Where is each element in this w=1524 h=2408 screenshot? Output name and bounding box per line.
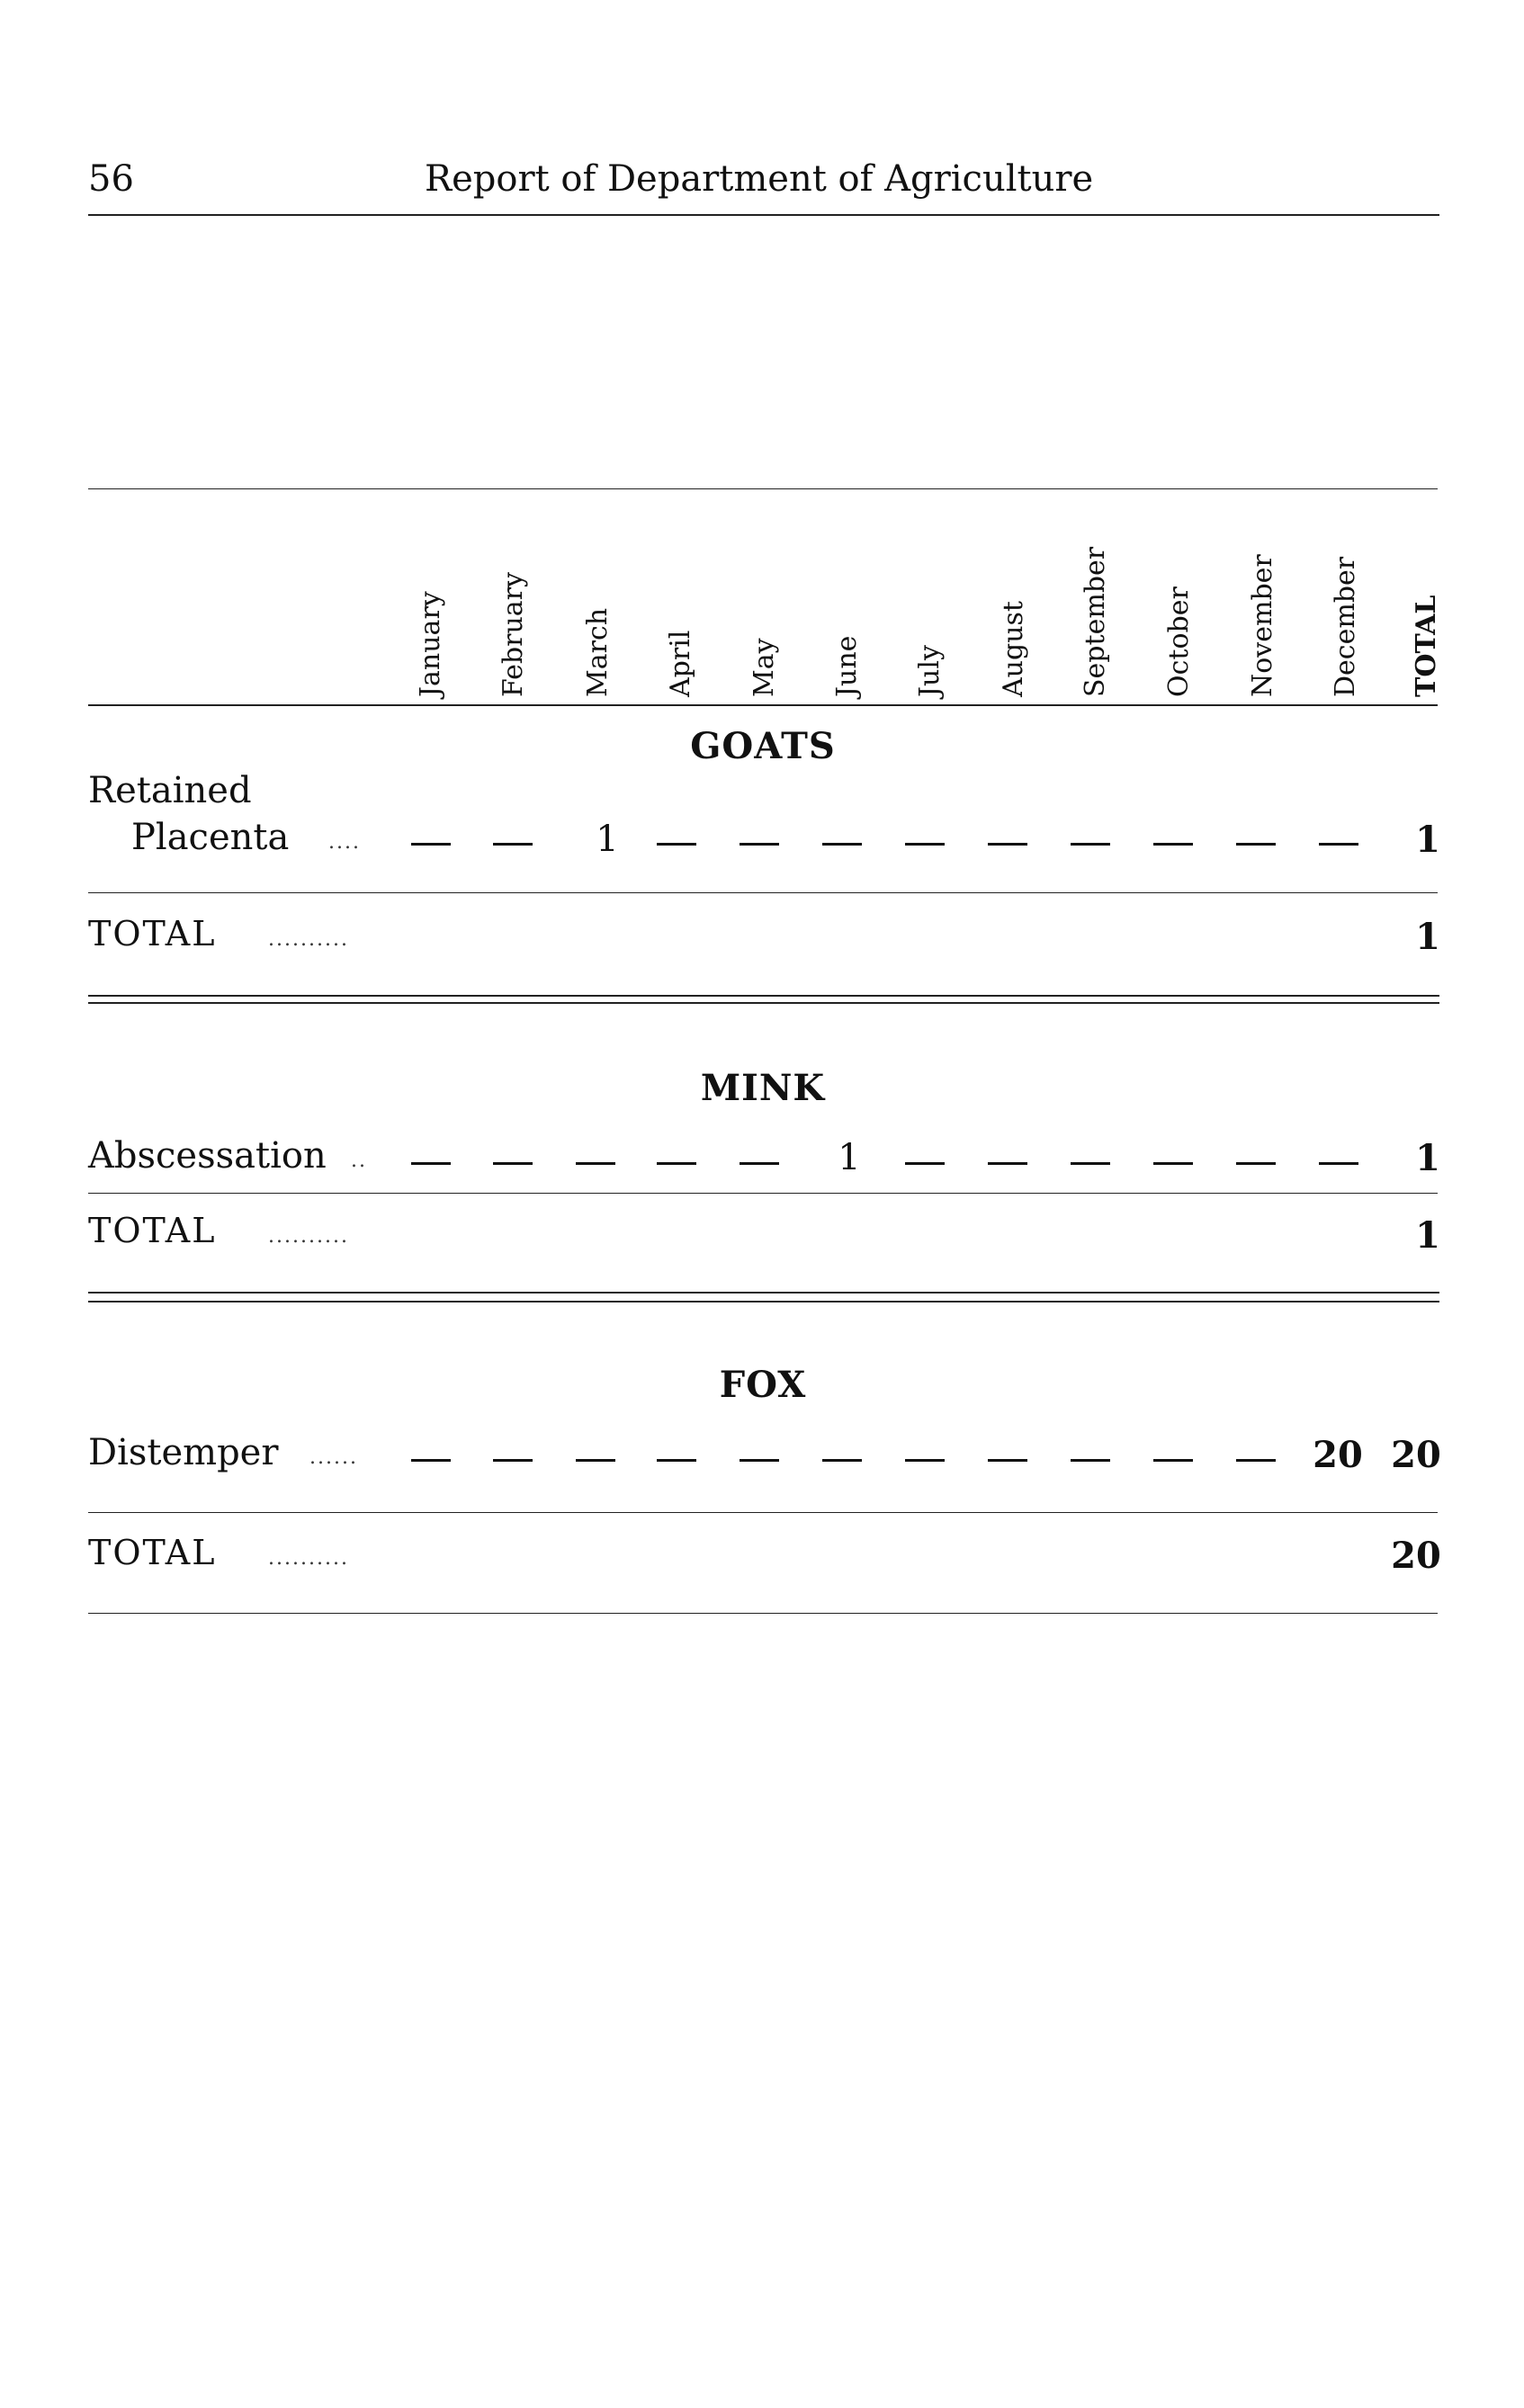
cell-march: 1 — [596, 819, 619, 860]
total-leader-dots: .......... — [268, 1547, 349, 1570]
double-rule-top — [88, 1292, 1439, 1294]
cell-october — [1153, 1162, 1193, 1165]
row-label-line1: Retained — [88, 770, 252, 811]
section-title: MINK — [700, 1067, 826, 1109]
cell-december — [1319, 843, 1358, 846]
cell-september — [1071, 1459, 1110, 1462]
row-label: Placenta — [131, 817, 290, 858]
cell-total: 1 — [1415, 819, 1440, 861]
total-label: TOTAL — [88, 1211, 217, 1250]
row-label: Abscessation — [88, 1135, 327, 1177]
cell-may — [740, 843, 779, 846]
cell-august — [988, 1459, 1027, 1462]
row-rule — [88, 1193, 1438, 1194]
cell-may — [740, 1162, 779, 1165]
cell-may — [740, 1459, 779, 1462]
cell-march — [576, 1459, 615, 1462]
cell-january — [411, 1459, 451, 1462]
col-july: July — [914, 645, 946, 697]
total-leader-dots: .......... — [268, 928, 349, 951]
col-total: TOTAL — [1411, 595, 1442, 697]
leader-dots: .... — [328, 831, 361, 854]
cell-march — [576, 1162, 615, 1165]
cell-january — [411, 1162, 451, 1165]
cell-october — [1153, 843, 1193, 846]
cell-december — [1319, 1162, 1358, 1165]
cell-total: 20 — [1391, 1434, 1441, 1476]
col-may: May — [749, 638, 780, 697]
section-title: FOX — [719, 1364, 807, 1406]
cell-september — [1071, 1162, 1110, 1165]
page-title: Report of Department of Agriculture — [425, 158, 1094, 200]
col-november: November — [1247, 554, 1278, 697]
cell-february — [493, 1459, 533, 1462]
total-value: 1 — [1415, 1214, 1440, 1257]
cell-april — [657, 1459, 696, 1462]
double-rule-bottom — [88, 1002, 1439, 1004]
leader-dots: ...... — [309, 1446, 358, 1469]
total-value: 20 — [1391, 1535, 1441, 1577]
cell-november — [1236, 843, 1276, 846]
cell-december: 20 — [1313, 1434, 1363, 1476]
row-label: Distemper — [88, 1432, 279, 1473]
cell-august — [988, 1162, 1027, 1165]
cell-january — [411, 843, 451, 846]
cell-june — [822, 1459, 862, 1462]
col-january: January — [415, 591, 446, 697]
cell-october — [1153, 1459, 1193, 1462]
double-rule-top — [88, 995, 1439, 997]
cell-september — [1071, 843, 1110, 846]
cell-june: 1 — [838, 1137, 861, 1178]
section-title: GOATS — [690, 725, 836, 767]
cell-total: 1 — [1415, 1137, 1440, 1179]
cell-july — [905, 1162, 945, 1165]
col-march: March — [582, 607, 614, 697]
total-label: TOTAL — [88, 1533, 217, 1572]
cell-november — [1236, 1162, 1276, 1165]
col-october: October — [1163, 586, 1195, 697]
leader-dots: .. — [351, 1150, 367, 1172]
total-leader-dots: .......... — [268, 1225, 349, 1248]
total-value: 1 — [1415, 916, 1440, 958]
cell-june — [822, 843, 862, 846]
col-june: June — [831, 635, 863, 697]
table-bottom-rule — [88, 1613, 1438, 1614]
cell-november — [1236, 1459, 1276, 1462]
cell-february — [493, 1162, 533, 1165]
row-rule — [88, 1512, 1438, 1513]
cell-april — [657, 843, 696, 846]
header-rule — [88, 214, 1439, 216]
col-december: December — [1330, 556, 1361, 697]
cell-august — [988, 843, 1027, 846]
row-rule — [88, 892, 1438, 893]
cell-february — [493, 843, 533, 846]
header-bottom-rule — [88, 704, 1438, 706]
col-april: April — [665, 630, 696, 697]
page-number: 56 — [88, 158, 134, 200]
cell-april — [657, 1162, 696, 1165]
total-label: TOTAL — [88, 914, 217, 953]
col-september: September — [1080, 546, 1111, 697]
cell-july — [905, 843, 945, 846]
cell-july — [905, 1459, 945, 1462]
col-august: August — [998, 601, 1029, 697]
double-rule-bottom — [88, 1301, 1439, 1302]
col-february: February — [498, 572, 529, 697]
table-top-rule — [88, 488, 1438, 489]
